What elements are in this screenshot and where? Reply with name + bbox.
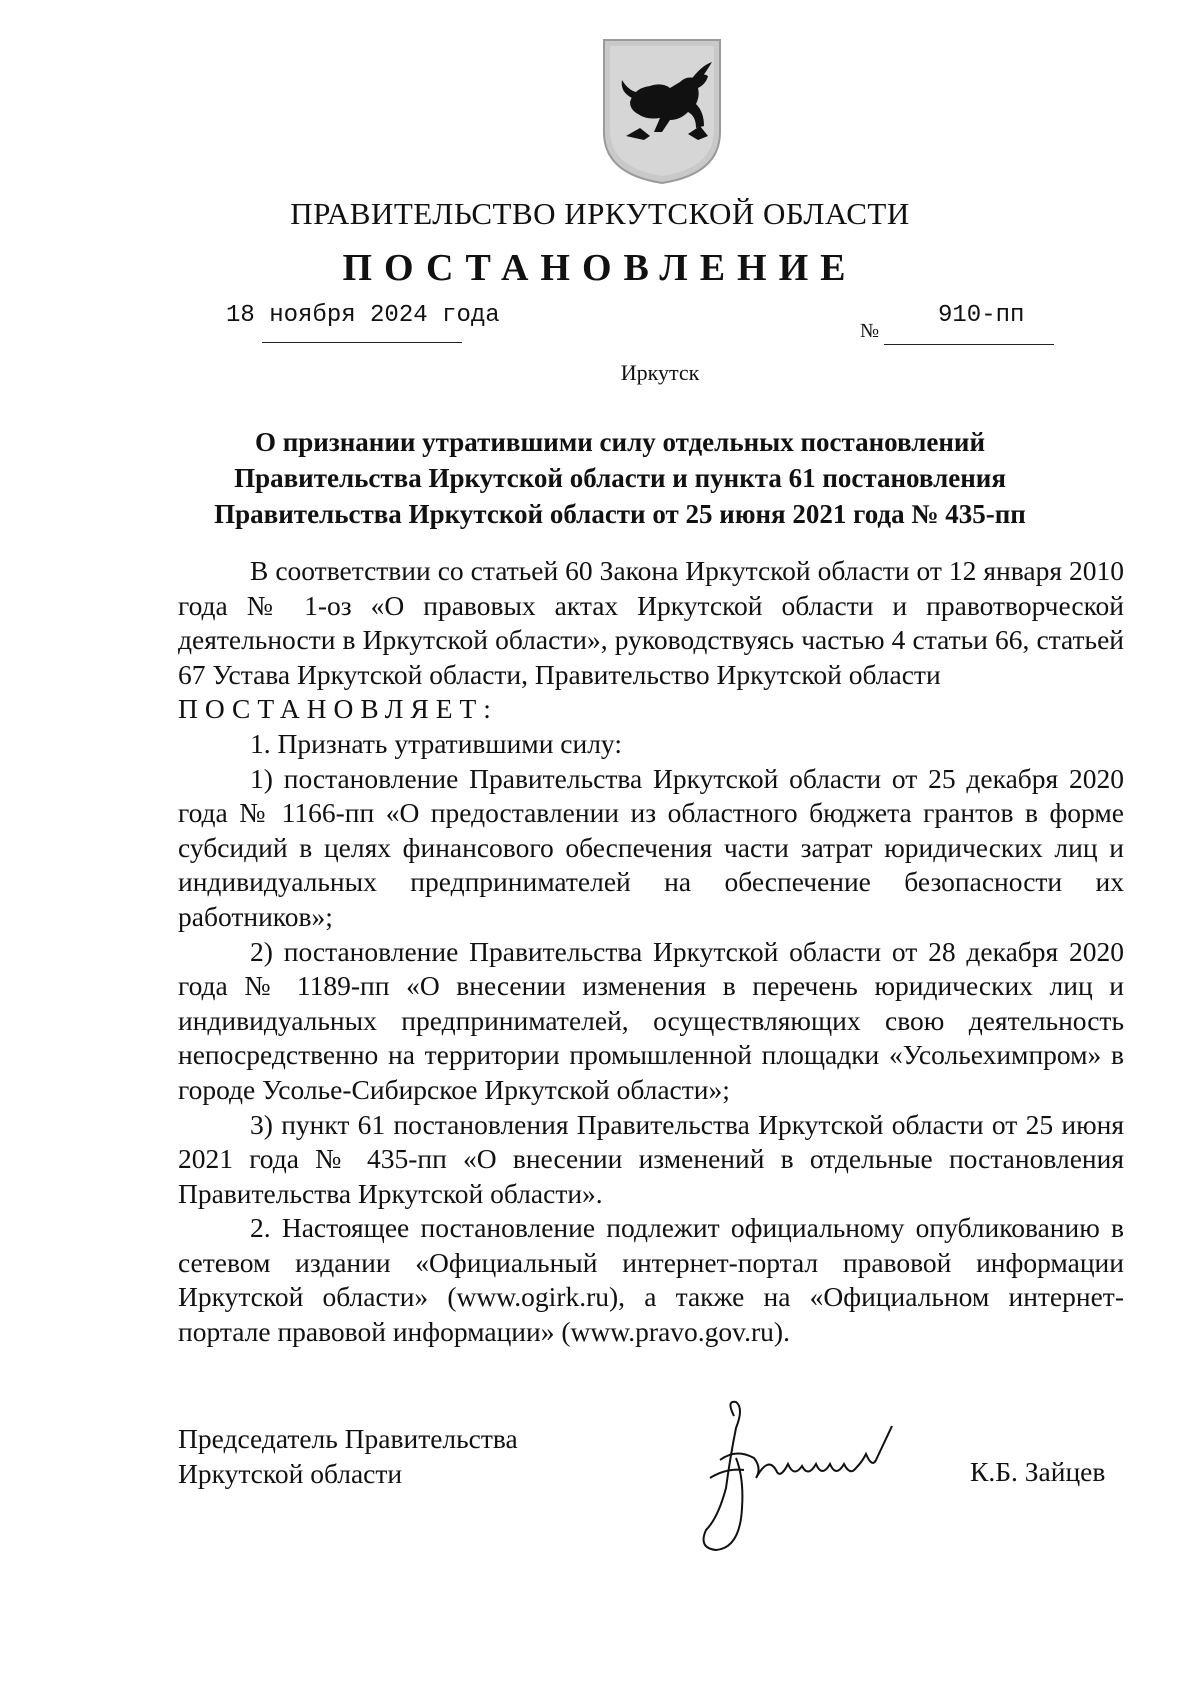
document-type: ПОСТАНОВЛЕНИЕ: [342, 247, 858, 289]
number-sign: №: [860, 320, 880, 342]
item-1-subitem-3: 3) пункт 61 постановления Правительства Иркутской области от 25 июня 2021 года № 435-пп «О внесении изменений в отдельные постановления Правительства Иркутской области».: [178, 1108, 1124, 1209]
number-underline: [884, 344, 1054, 345]
resolves-heading: ПОСТАНОВЛЯЕТ:: [178, 693, 498, 725]
date-underline: [262, 342, 462, 343]
title-line: О признании утратившими силу отдельных постановлений: [254, 427, 986, 457]
organization-name: ПРАВИТЕЛЬСТВО ИРКУТСКОЙ ОБЛАСТИ: [290, 196, 910, 231]
item-1-subitem-2: 2) постановление Правительства Иркутской области от 28 декабря 2020 года № 1189-пп «О внесении изменения в перечень юридических лиц и индивидуальных предпринимателей, осуществляющих свою деятельность непосредственно на территории промышленной площадки «Усольехимпром» в городе Усолье-Сибирское Иркутской области»;: [178, 935, 1124, 1105]
document-number: 910-пп: [938, 302, 1025, 329]
signer-position: [178, 1422, 518, 1491]
item-1-subitem-1: 1) постановление Правительства Иркутской области от 25 декабря 2020 года № 1166-пп «О предоставлении из областного бюджета грантов в форме субсидий в целях финансового обеспечения части затрат юридических лиц и индивидуальных предпринимателей на обеспечение безопасности их работников»;: [178, 762, 1124, 932]
signer-position-line: Иркутской области: [178, 1457, 403, 1489]
preamble-paragraph: В соответствии со статьей 60 Закона Иркутской области от 12 января 2010 года № 1-оз «О правовых актах Иркутской области и правотворческой деятельности в Иркутской области», руководствуясь частью 4 статьи 66, статьей 67 Устава Иркутской области, Правительство Иркутской области: [178, 555, 1124, 690]
item-1: 1. Признать утратившими силу:: [250, 727, 622, 759]
document-date: 18 ноября 2024 года: [226, 302, 500, 329]
irkutsk-coat-of-arms-icon: [600, 36, 724, 186]
document-title: [175, 424, 1065, 532]
title-line: Правительства Иркутской области от 25 июня 2021 года № 435-пп: [214, 499, 1026, 529]
document-city: Иркутск: [620, 360, 700, 385]
signer-position-line: Председатель Правительства: [178, 1423, 518, 1454]
signer-name: К.Б. Зайцев: [970, 1456, 1106, 1487]
document-body: [178, 554, 1124, 1350]
item-2: 2. Настоящее постановление подлежит официальному опубликованию в сетевом издании «Официальный интернет-портал правовой информации Иркутской области» (www.ogirk.ru), а также на «Официальном интернет-портале правовой информации» (www.pravo.gov.ru).: [178, 1212, 1124, 1348]
title-line: Правительства Иркутской области и пункта 61 постановления: [234, 463, 1006, 493]
handwritten-signature-icon: [696, 1398, 946, 1558]
